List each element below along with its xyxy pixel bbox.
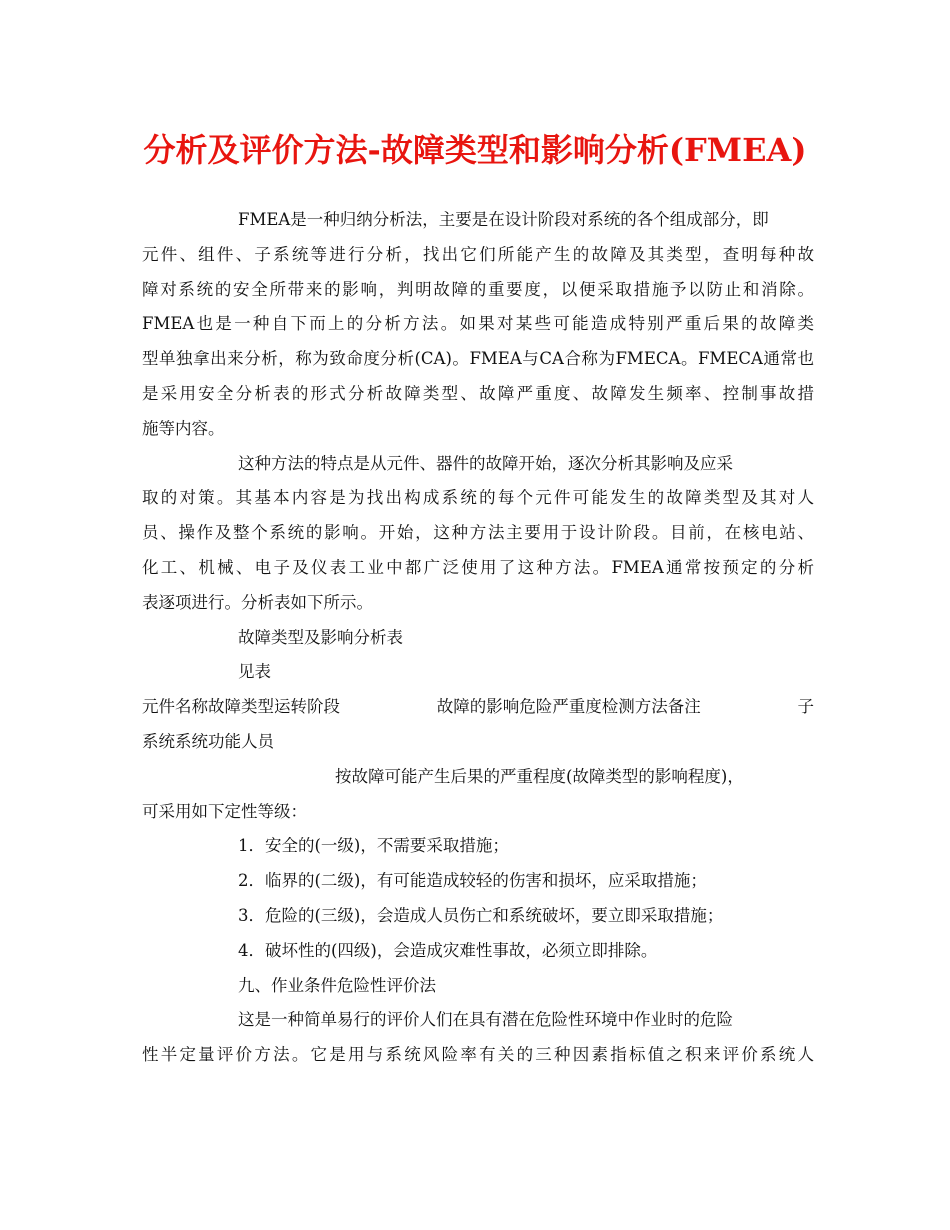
paragraph-line: 化工、机械、电子及仪表工业中都广泛使用了这种方法。FMEA通常按预定的分析 [142,557,814,577]
paragraph-line: 型单独拿出来分析，称为致命度分析(CA)。FMEA与CA合称为FMECA。FMECA通常也 [142,349,814,369]
list-item: 3．危险的(三级)，会造成人员伤亡和系统破坏，要立即采取措施； [238,905,724,925]
paragraph-line: 施等内容。 [142,418,225,438]
paragraph-line: 按故障可能产生后果的严重程度(故障类型的影响程度)， [335,766,744,786]
table-header-right: 子 [797,697,814,717]
table-header-continuation: 系统系统功能人员 [142,731,274,751]
paragraph-line: 可采用如下定性等级： [142,801,307,821]
list-item: 2．临界的(二级)，有可能造成较轻的伤害和损坏，应采取措施； [238,871,707,891]
table-header-row [142,690,814,725]
document-body [142,203,814,1073]
table-header-left: 元件名称故障类型运转阶段 [142,697,340,717]
paragraph-line: 障对系统的安全所带来的影响，判明故障的重要度，以便采取措施予以防止和消除。 [142,279,814,299]
table-reference: 见表 [238,662,271,682]
document-title: 分析及评价方法-故障类型和影响分析(FMEA) [143,131,807,169]
paragraph-line: 表逐项进行。分析表如下所示。 [142,592,373,612]
paragraph-line: 性半定量评价方法。它是用与系统风险率有关的三种因素指标值之积来评价系统人 [142,1045,814,1065]
paragraph-line: 取的对策。其基本内容是为找出构成系统的每个元件可能发生的故障类型及其对人 [142,488,814,508]
paragraph-line: 员、操作及整个系统的影响。开始，这种方法主要用于设计阶段。目前，在核电站、 [142,523,814,543]
section-heading: 九、作业条件危险性评价法 [238,975,436,995]
paragraph-line: 是采用安全分析表的形式分析故障类型、故障严重度、故障发生频率、控制事故措 [142,383,814,403]
table-caption: 故障类型及影响分析表 [238,627,403,647]
paragraph-line: FMEA是一种归纳分析法，主要是在设计阶段对系统的各个组成部分，即 [238,210,769,229]
paragraph-line: FMEA也是一种自下而上的分析方法。如果对某些可能造成特别严重后果的故障类 [142,314,814,334]
paragraph-line: 元件、组件、子系统等进行分析，找出它们所能产生的故障及其类型，查明每种故 [142,244,814,264]
paragraph-line: 这种方法的特点是从元件、器件的故障开始，逐次分析其影响及应采 [238,453,733,473]
list-item: 1．安全的(一级)，不需要采取措施； [238,836,509,856]
table-header-middle: 故障的影响危险严重度检测方法备注 [436,697,701,717]
list-item: 4．破坏性的(四级)，会造成灾难性事故，必须立即排除。 [238,940,658,960]
paragraph-line: 这是一种简单易行的评价人们在具有潜在危险性环境中作业时的危险 [238,1010,733,1030]
